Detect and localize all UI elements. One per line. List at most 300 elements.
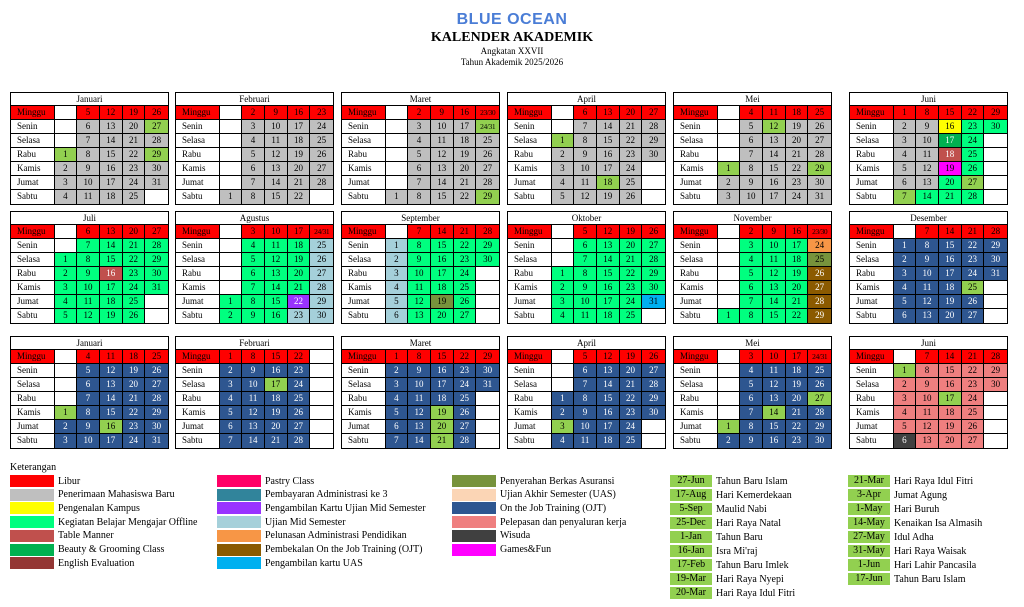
date-cell: 10 [916, 267, 939, 280]
week-row [11, 378, 168, 392]
legend-label: Wisuda [500, 530, 531, 542]
day-label: Jumat [850, 420, 894, 433]
month-title: Februari [176, 93, 333, 106]
legend-item [10, 530, 114, 542]
date-cell [984, 190, 1007, 204]
legend-item [452, 489, 616, 501]
date-cell: 15 [100, 148, 123, 161]
day-label: Senin [11, 364, 55, 377]
date-cell [552, 253, 575, 266]
date-cell: 3 [386, 267, 409, 280]
date-cell: 23 [620, 281, 643, 294]
date-cell: 15 [763, 309, 786, 323]
date-cell: 8 [408, 239, 431, 252]
date-cell: 13 [597, 106, 620, 119]
week-row [674, 120, 831, 134]
date-cell: 21 [123, 134, 146, 147]
week-row [850, 378, 1007, 392]
week-row [508, 364, 665, 378]
date-cell: 18 [288, 134, 311, 147]
date-cell: 21 [123, 392, 146, 405]
date-cell: 20 [939, 176, 962, 189]
day-label: Jumat [11, 295, 55, 308]
date-cell: 11 [916, 148, 939, 161]
legend-label: On the Job Training (OJT) [500, 502, 607, 514]
date-cell: 13 [100, 120, 123, 133]
date-cell: 27 [145, 378, 168, 391]
day-label: Sabtu [342, 190, 386, 204]
date-cell: 25 [808, 253, 831, 266]
date-cell [984, 162, 1007, 175]
date-cell: 8 [77, 406, 100, 419]
date-cell: 3 [552, 420, 575, 433]
day-label: Rabu [850, 392, 894, 405]
month-title: Januari [11, 93, 168, 106]
date-cell [476, 392, 499, 405]
date-cell: 17 [939, 392, 962, 405]
date-cell: 12 [574, 190, 597, 204]
date-cell: 29 [476, 239, 499, 252]
date-cell: 15 [100, 406, 123, 419]
day-label: Minggu [674, 225, 718, 238]
date-cell: 16 [597, 406, 620, 419]
date-cell: 11 [265, 239, 288, 252]
legend-label: English Evaluation [58, 557, 135, 569]
holiday-name: Hari Raya Natal [716, 517, 781, 529]
date-cell: 18 [597, 309, 620, 323]
day-label: Rabu [508, 392, 552, 405]
legend-item [452, 516, 626, 528]
date-cell: 10 [242, 378, 265, 391]
date-cell: 24 [808, 239, 831, 252]
day-label: Jumat [11, 420, 55, 433]
date-cell: 22 [288, 190, 311, 204]
date-cell: 9 [916, 378, 939, 391]
date-cell: 20 [288, 162, 311, 175]
date-cell: 3 [220, 378, 243, 391]
month-calendar [341, 92, 500, 205]
date-cell: 7 [408, 225, 431, 238]
date-cell: 26 [454, 295, 477, 308]
date-cell [476, 406, 499, 419]
day-label: Minggu [342, 350, 386, 363]
date-cell: 29 [476, 190, 499, 204]
day-label: Senin [342, 364, 386, 377]
date-cell: 9 [77, 267, 100, 280]
date-cell: 16 [265, 309, 288, 323]
legend-item [452, 502, 606, 514]
date-cell: 26 [808, 267, 831, 280]
date-cell: 17 [100, 434, 123, 448]
day-label: Minggu [176, 225, 220, 238]
day-label: Sabtu [850, 309, 894, 323]
day-label: Jumat [176, 295, 220, 308]
date-cell: 13 [916, 434, 939, 448]
date-cell: 3 [408, 120, 431, 133]
week-row [11, 225, 168, 239]
date-cell: 14 [597, 120, 620, 133]
date-cell [552, 350, 575, 363]
date-cell: 12 [763, 267, 786, 280]
date-cell: 2 [894, 120, 917, 133]
date-cell: 9 [763, 225, 786, 238]
date-cell: 31 [476, 378, 499, 391]
date-cell: 28 [310, 176, 333, 189]
date-cell: 12 [763, 378, 786, 391]
holiday-date: 1-Jun [848, 559, 890, 571]
date-cell: 24 [288, 378, 311, 391]
date-cell: 10 [265, 120, 288, 133]
date-cell: 26 [145, 364, 168, 377]
month-title: Juli [11, 212, 168, 225]
week-row [176, 281, 333, 295]
week-row [850, 239, 1007, 253]
week-row [508, 309, 665, 323]
date-cell: 17 [939, 267, 962, 280]
week-row [176, 148, 333, 162]
week-row [850, 420, 1007, 434]
date-cell [55, 239, 78, 252]
day-label: Rabu [11, 267, 55, 280]
day-label: Selasa [508, 378, 552, 391]
date-cell: 10 [408, 378, 431, 391]
day-label: Rabu [508, 148, 552, 161]
legend-swatch [217, 530, 261, 542]
date-cell: 25 [620, 434, 643, 448]
date-cell [718, 120, 741, 133]
date-cell: 27 [808, 392, 831, 405]
date-cell: 1 [894, 239, 917, 252]
date-cell: 22 [962, 364, 985, 377]
legend-swatch [452, 530, 496, 542]
date-cell: 20 [620, 364, 643, 377]
date-cell: 18 [939, 281, 962, 294]
date-cell: 28 [808, 295, 831, 308]
date-cell [718, 148, 741, 161]
date-cell: 27 [962, 434, 985, 448]
day-label: Selasa [11, 378, 55, 391]
holiday-date: 17-Aug [670, 489, 712, 501]
date-cell: 3 [718, 190, 741, 204]
date-cell: 26 [310, 253, 333, 266]
legend-item [452, 530, 530, 542]
date-cell: 9 [916, 253, 939, 266]
date-cell: 2 [740, 225, 763, 238]
day-label: Sabtu [11, 190, 55, 204]
date-cell: 20 [454, 162, 477, 175]
day-label: Jumat [176, 176, 220, 189]
date-cell [718, 239, 741, 252]
legend-swatch [217, 489, 261, 501]
date-cell [386, 148, 409, 161]
day-label: Sabtu [674, 309, 718, 323]
date-cell: 31 [808, 190, 831, 204]
legend-swatch [217, 475, 261, 487]
date-cell: 19 [620, 350, 643, 363]
date-cell: 2 [894, 378, 917, 391]
date-cell: 17 [288, 225, 311, 238]
month-calendar [341, 336, 500, 449]
date-cell [718, 378, 741, 391]
legend-swatch [452, 475, 496, 487]
day-label: Jumat [176, 420, 220, 433]
week-row [850, 162, 1007, 176]
legend-label: Pembayaran Administrasi ke 3 [265, 489, 388, 501]
holiday-name: Hari Raya Nyepi [716, 573, 784, 585]
date-cell: 1 [55, 148, 78, 161]
date-cell [718, 406, 741, 419]
date-cell: 15 [763, 162, 786, 175]
date-cell [552, 106, 575, 119]
day-label: Senin [508, 120, 552, 133]
week-row [11, 106, 168, 120]
date-cell: 15 [939, 106, 962, 119]
day-label: Minggu [176, 106, 220, 119]
date-cell: 16 [763, 434, 786, 448]
date-cell: 18 [123, 350, 146, 363]
date-cell: 16 [763, 176, 786, 189]
date-cell: 21 [962, 350, 985, 363]
day-label: Kamis [176, 281, 220, 294]
date-cell: 5 [408, 148, 431, 161]
date-cell: 6 [740, 281, 763, 294]
date-cell: 21 [265, 434, 288, 448]
date-cell [984, 134, 1007, 147]
week-row [674, 350, 831, 364]
legend-item [10, 557, 134, 569]
date-cell: 20 [123, 225, 146, 238]
week-row [11, 434, 168, 448]
date-cell: 25 [145, 350, 168, 363]
week-row [508, 120, 665, 134]
date-cell: 18 [265, 392, 288, 405]
week-row [850, 120, 1007, 134]
holiday-name: Jumat Agung [894, 489, 948, 501]
date-cell: 16 [100, 267, 123, 280]
week-row [342, 364, 499, 378]
day-label: Senin [176, 239, 220, 252]
date-cell: 18 [786, 106, 809, 119]
date-cell: 22 [962, 239, 985, 252]
date-cell: 25 [620, 309, 643, 323]
date-cell: 5 [242, 253, 265, 266]
month-title: Mei [674, 337, 831, 350]
day-label: Sabtu [508, 190, 552, 204]
date-cell: 29 [145, 148, 168, 161]
date-cell: 7 [740, 406, 763, 419]
day-label: Jumat [342, 295, 386, 308]
day-label: Kamis [11, 281, 55, 294]
date-cell [642, 162, 665, 175]
date-cell: 15 [597, 267, 620, 280]
week-row [11, 295, 168, 309]
date-cell: 15 [265, 295, 288, 308]
date-cell [642, 420, 665, 433]
date-cell: 10 [916, 392, 939, 405]
date-cell: 31 [642, 295, 665, 308]
date-cell: 26 [962, 162, 985, 175]
date-cell: 10 [574, 420, 597, 433]
day-label: Rabu [176, 392, 220, 405]
date-cell: 10 [740, 190, 763, 204]
date-cell: 2 [718, 176, 741, 189]
day-label: Kamis [342, 162, 386, 175]
holiday-name: Hari Raya Idul Fitri [894, 475, 974, 487]
date-cell: 12 [265, 148, 288, 161]
holiday-name: Hari Kemerdekaan [716, 489, 792, 501]
day-label: Jumat [508, 295, 552, 308]
date-cell: 28 [476, 225, 499, 238]
date-cell: 21 [620, 378, 643, 391]
date-cell: 11 [408, 392, 431, 405]
date-cell: 19 [939, 295, 962, 308]
date-cell: 14 [408, 434, 431, 448]
date-cell: 30 [984, 378, 1007, 391]
date-cell [310, 364, 333, 377]
week-row [11, 420, 168, 434]
week-row [342, 295, 499, 309]
month-title: September [342, 212, 499, 225]
date-cell [476, 309, 499, 323]
date-cell: 23/30 [808, 225, 831, 238]
date-cell [220, 176, 243, 189]
date-cell [718, 253, 741, 266]
date-cell: 28 [145, 134, 168, 147]
date-cell: 8 [916, 106, 939, 119]
week-row [508, 350, 665, 364]
date-cell: 10 [916, 134, 939, 147]
holiday-name: Tahun Baru Islam [716, 475, 788, 487]
date-cell: 24 [786, 190, 809, 204]
holiday-name: Maulid Nabi [716, 503, 767, 515]
month-title: November [674, 212, 831, 225]
week-row [11, 350, 168, 364]
date-cell [476, 434, 499, 448]
date-cell: 23 [123, 162, 146, 175]
date-cell: 18 [454, 134, 477, 147]
week-row [342, 239, 499, 253]
date-cell: 29 [642, 134, 665, 147]
date-cell: 17 [265, 378, 288, 391]
legend-item [10, 475, 80, 487]
legend-swatch [452, 502, 496, 514]
legend-label: Penerimaan Mahasiswa Baru [58, 489, 175, 501]
date-cell [718, 281, 741, 294]
legend-swatch [10, 516, 54, 528]
date-cell: 26 [454, 406, 477, 419]
date-cell: 14 [597, 378, 620, 391]
date-cell: 15 [597, 134, 620, 147]
week-row [850, 309, 1007, 323]
date-cell: 7 [220, 434, 243, 448]
month-calendar [341, 211, 500, 324]
date-cell: 29 [145, 253, 168, 266]
legend-label: Ujian Mid Semester [265, 516, 346, 528]
date-cell: 9 [740, 434, 763, 448]
month-title: April [508, 337, 665, 350]
legend-swatch [217, 516, 261, 528]
month-calendar [673, 211, 832, 324]
holiday-date: 17-Jun [848, 573, 890, 585]
date-cell: 20 [786, 134, 809, 147]
legend-label: Pelepasan dan penyaluran kerja [500, 516, 627, 528]
holiday-item [670, 503, 767, 515]
month-title: Juni [850, 337, 1007, 350]
date-cell [718, 295, 741, 308]
date-cell: 16 [597, 281, 620, 294]
date-cell: 21 [288, 281, 311, 294]
day-label: Jumat [508, 176, 552, 189]
date-cell: 13 [431, 162, 454, 175]
week-row [342, 162, 499, 176]
date-cell: 8 [408, 190, 431, 204]
day-label: Selasa [11, 134, 55, 147]
date-cell: 14 [100, 392, 123, 405]
date-cell: 27 [454, 420, 477, 433]
date-cell: 14 [763, 406, 786, 419]
date-cell: 10 [408, 267, 431, 280]
holiday-date: 3-Apr [848, 489, 890, 501]
date-cell [894, 350, 917, 363]
date-cell: 7 [574, 253, 597, 266]
date-cell [220, 267, 243, 280]
date-cell: 7 [740, 295, 763, 308]
week-row [176, 392, 333, 406]
month-calendar [507, 336, 666, 449]
week-row [176, 162, 333, 176]
week-row [674, 239, 831, 253]
week-row [850, 434, 1007, 448]
date-cell: 7 [77, 392, 100, 405]
date-cell [552, 225, 575, 238]
date-cell: 11 [763, 253, 786, 266]
date-cell: 14 [100, 239, 123, 252]
holiday-item [670, 587, 795, 599]
date-cell: 12 [916, 295, 939, 308]
week-row [674, 295, 831, 309]
date-cell: 5 [894, 162, 917, 175]
month-calendar [175, 92, 334, 205]
date-cell: 1 [718, 420, 741, 433]
date-cell: 11 [574, 176, 597, 189]
date-cell: 16 [288, 106, 311, 119]
holiday-item [848, 545, 966, 557]
week-row [508, 434, 665, 448]
date-cell: 22 [962, 106, 985, 119]
date-cell: 3 [740, 239, 763, 252]
date-cell [220, 106, 243, 119]
day-label: Senin [11, 239, 55, 252]
day-label: Minggu [674, 106, 718, 119]
date-cell: 12 [408, 295, 431, 308]
date-cell: 2 [55, 420, 78, 433]
day-label: Selasa [508, 253, 552, 266]
date-cell: 6 [77, 120, 100, 133]
date-cell: 30 [642, 406, 665, 419]
date-cell: 27 [962, 176, 985, 189]
date-cell: 23 [123, 420, 146, 433]
date-cell [552, 378, 575, 391]
date-cell: 29 [984, 106, 1007, 119]
date-cell: 30 [984, 253, 1007, 266]
date-cell: 3 [552, 295, 575, 308]
date-cell: 11 [265, 134, 288, 147]
week-row [850, 392, 1007, 406]
date-cell: 4 [220, 392, 243, 405]
date-cell [55, 134, 78, 147]
date-cell [718, 134, 741, 147]
day-label: Jumat [342, 176, 386, 189]
